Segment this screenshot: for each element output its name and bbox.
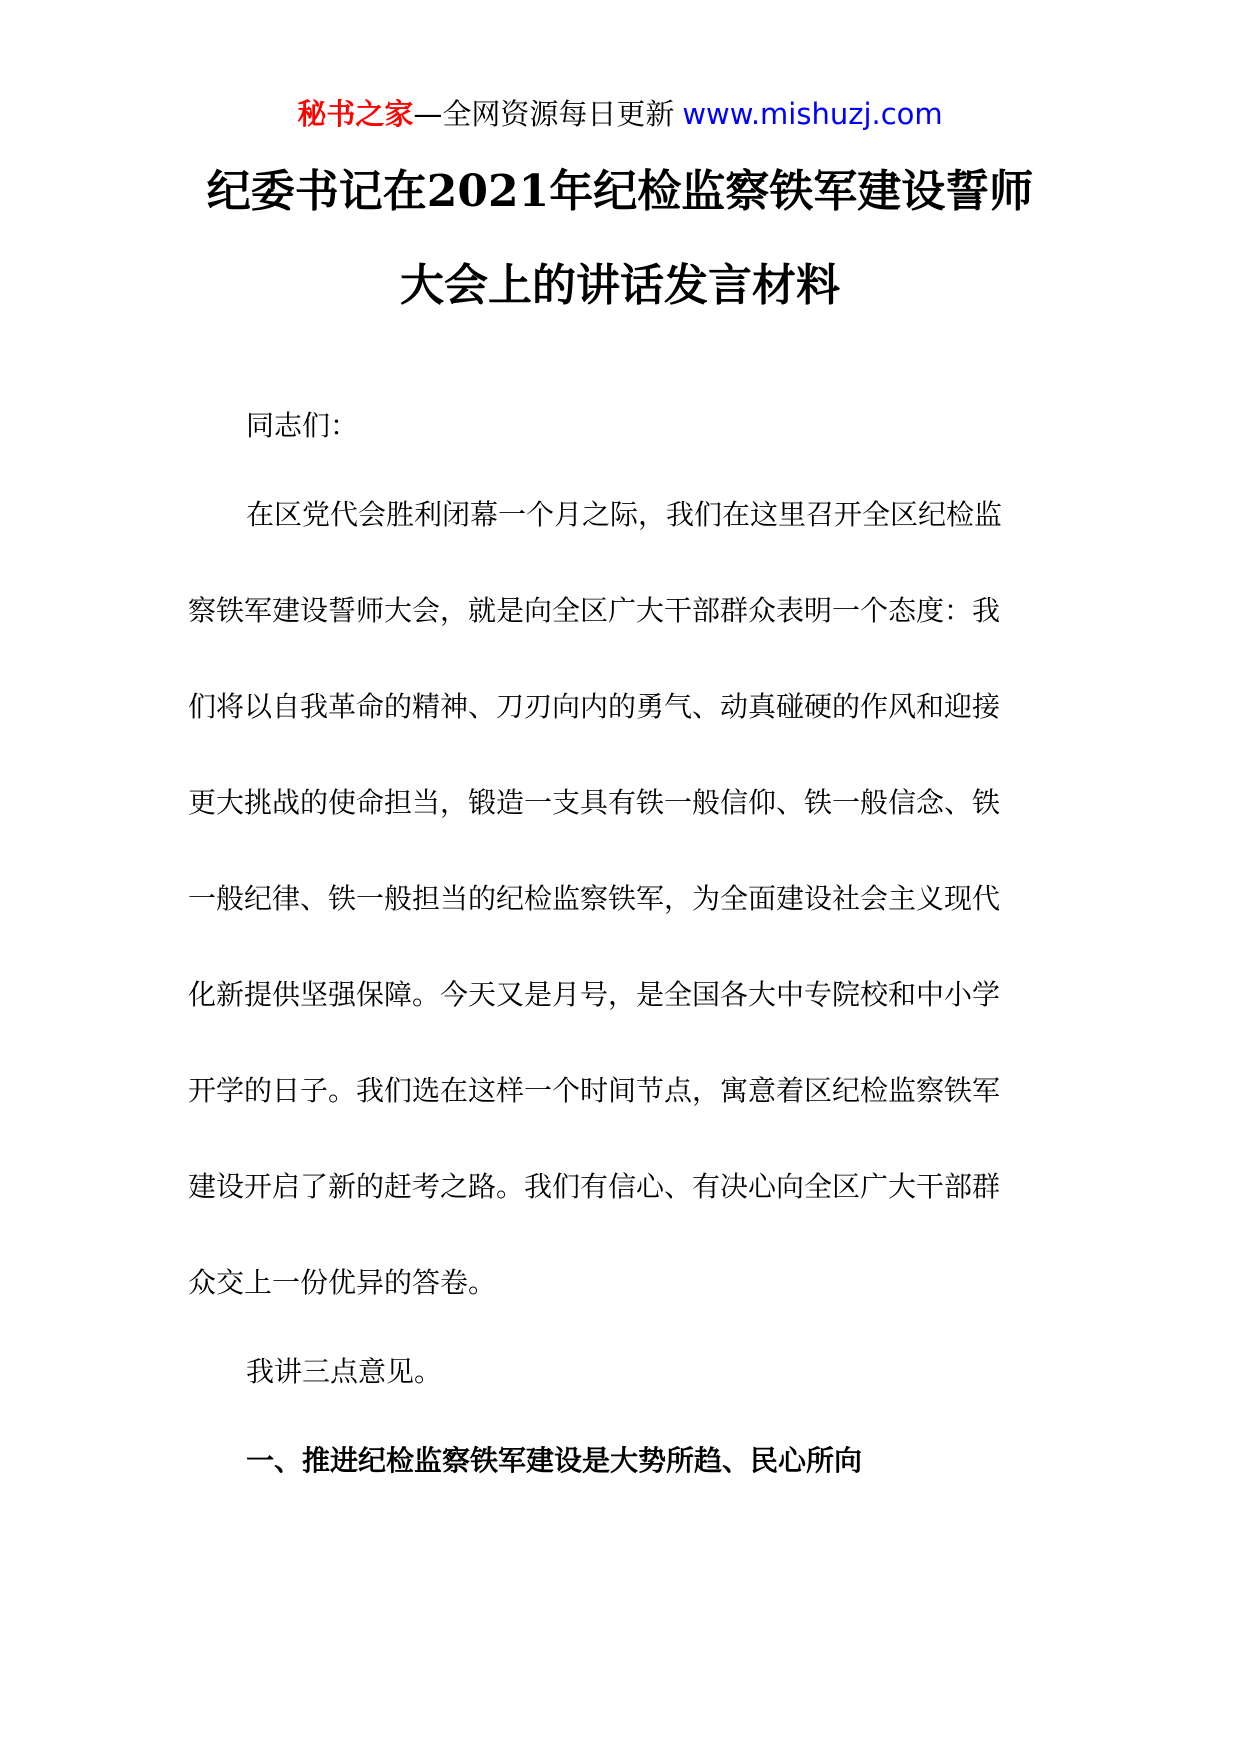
site-brand: 秘书之家 bbox=[297, 97, 414, 131]
document-title-line-1: 纪委书记在2021年纪检监察铁军建设誓师 bbox=[206, 166, 1034, 217]
section-heading: 一、推进纪检监察铁军建设是大势所趋、民心所向 bbox=[246, 1444, 863, 1477]
paragraph-line: 一般纪律、铁一般担当的纪检监察铁军，为全面建设社会主义现代 bbox=[188, 882, 1001, 915]
paragraph-line: 开学的日子。我们选在这样一个时间节点，寓意着区纪检监察铁军 bbox=[188, 1074, 1001, 1107]
paragraph-line: 建设开启了新的赶考之路。我们有信心、有决心向全区广大干部群 bbox=[188, 1170, 1001, 1203]
site-tagline: —全网资源每日更新 bbox=[413, 97, 675, 131]
paragraph-line: 察铁军建设誓师大会，就是向全区广大干部群众表明一个态度：我 bbox=[188, 594, 1001, 627]
paragraph-line: 在区党代会胜利闭幕一个月之际，我们在这里召开全区纪检监 bbox=[246, 498, 1003, 531]
document-title-line-2: 大会上的讲话发言材料 bbox=[400, 260, 840, 311]
paragraph-line: 化新提供坚强保障。今天又是月号，是全国各大中专院校和中小学 bbox=[188, 978, 1001, 1011]
paragraph-intro: 我讲三点意见。 bbox=[246, 1355, 443, 1388]
paragraph-line: 更大挑战的使命担当，锻造一支具有铁一般信仰、铁一般信念、铁 bbox=[188, 786, 1001, 819]
site-url-link[interactable]: www.mishuzj.com bbox=[682, 97, 943, 131]
site-header bbox=[0, 96, 1240, 132]
salutation: 同志们： bbox=[246, 409, 359, 442]
paragraph-line: 众交上一份优异的答卷。 bbox=[188, 1266, 497, 1299]
paragraph-line: 们将以自我革命的精神、刀刃向内的勇气、动真碰硬的作风和迎接 bbox=[188, 690, 1001, 723]
